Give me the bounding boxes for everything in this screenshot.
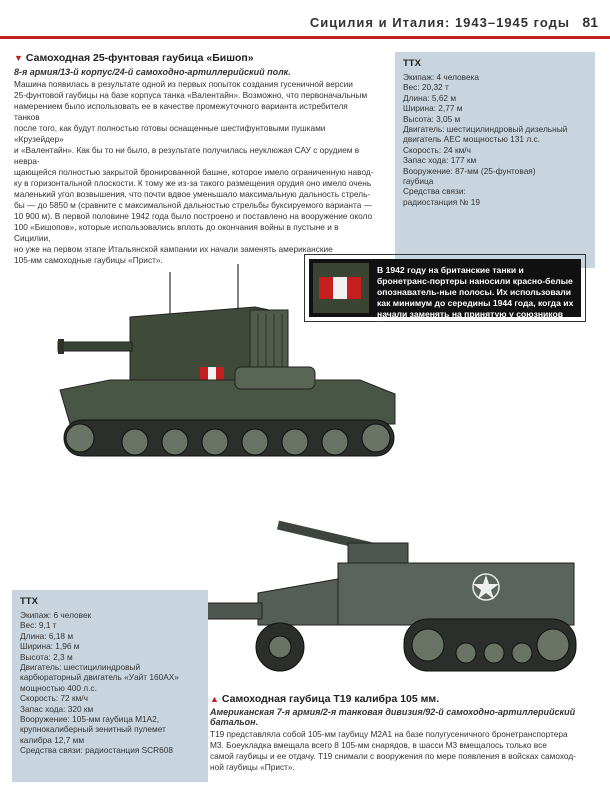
t19-body-line: Т19 представляла собой 105-мм гаубицу М2А1 на базе полугусеничного бронетранспортера xyxy=(210,729,568,739)
bishop-unit: 8-я армия/13-й корпус/24-й самоходно-артиллерийский полк. xyxy=(14,67,291,77)
spec-line: Экипаж: 6 человек xyxy=(20,610,92,620)
bishop-body-line: Машина появилась в результате одной из первых попыток создания гусеничной версии xyxy=(14,79,353,89)
bishop-body-line: ку в горизонтальной плоскости. К тому же из-за такого размещения орудия оно имело очень xyxy=(14,178,372,188)
triangle-down-icon: ▼ xyxy=(14,53,23,63)
spec-line: Запас хода: 177 км xyxy=(403,155,477,166)
spec-line: двигатель АЕС мощностью 131 л.с. xyxy=(403,134,540,145)
bishop-body-line: маленький угол возвышения, что почти вдвое уменьшало максимальную дальность стрель- xyxy=(14,189,371,199)
spec-line: Двигатель: шестицилиндровый дизельный xyxy=(403,124,568,135)
t19-specs-heading: ТТХ xyxy=(20,596,38,607)
spec-line: Высота: 2,3 м xyxy=(20,651,73,662)
bishop-body-line: 25-фунтовой гаубицы на базе корпуса танка «Валентайн». Возможно, что первоначальным xyxy=(14,90,368,100)
bishop-body-line: и «Валентайн». Как бы то ни было, в результате получилась неуклюжая САУ с орудием в невра- xyxy=(14,145,360,166)
spec-line: Экипаж: 4 человека xyxy=(403,72,479,82)
triangle-up-icon: ▲ xyxy=(210,694,219,704)
spec-line: Вооружение: 87-мм (25-фунтовая) xyxy=(403,165,536,176)
spec-line: мощностью 400 л.с. xyxy=(20,682,97,693)
header-rule xyxy=(0,36,610,39)
page-number: 81 xyxy=(582,14,598,30)
t19-vehicle-illustration xyxy=(198,515,580,690)
callout-text: В 1942 году на британские танки и бронетранс-портеры наносили красно-белые опознаватель-ные полосы. Их использовали как минимум до середины 1944 года, когда их начали заменять на принятую у союзников белую звезду. xyxy=(377,265,574,330)
bishop-vehicle-illustration xyxy=(50,262,410,472)
bishop-body-line: щающейся полностью закрытой бронированной башне, которое имело ограниченную навод- xyxy=(14,167,374,177)
spec-line: Запас хода: 320 км xyxy=(20,703,94,714)
spec-line: Вооружение: 105-мм гаубица М1А2, xyxy=(20,714,160,725)
spec-line: Ширина: 2,77 м xyxy=(403,103,463,114)
spec-line: Вес: 9,1 т xyxy=(20,620,57,631)
bishop-body-line: 105-мм самоходные гаубицы «Прист». xyxy=(14,255,163,265)
spec-line: карбюраторный двигатель «Уайт 160АХ» xyxy=(20,672,179,683)
bishop-title: ▼ Самоходная 25-фунтовая гаубица «Бишоп» xyxy=(14,52,254,64)
bishop-specs-heading: ТТХ xyxy=(403,58,421,69)
t19-title: ▲ Самоходная гаубица Т19 калибра 105 мм. xyxy=(210,693,440,705)
spec-line: Скорость: 72 км/ч xyxy=(20,693,88,704)
bishop-body-line: но уже на первом этапе Итальянской кампании их начали заменять американские xyxy=(14,244,333,254)
spec-line: Средства связи: радиостанция SCR608 xyxy=(20,745,173,756)
running-header: Сицилия и Италия: 1943–1945 годы xyxy=(309,15,570,30)
spec-line: гаубица xyxy=(403,176,434,187)
spec-line: крупнокалиберный зенитный пулемет xyxy=(20,724,166,735)
t19-section xyxy=(210,693,590,773)
t19-unit: Американская 7-я армия/2-я танковая дивизия/92-й самоходно-артиллерийский батальон. xyxy=(210,707,576,727)
spec-line: Вес: 20,32 т xyxy=(403,82,449,93)
t19-body-line: ной гаубицы «Прист». xyxy=(210,762,295,772)
bishop-body-line: бы — до 5850 м (сравните с максимальной дальностью стрельбы буксируемого варианта — xyxy=(14,200,372,210)
spec-line: Высота: 3,05 м xyxy=(403,113,461,124)
t19-body-line: самой гаубицы и ее отдачу. Т19 снимали с вооружения по мере появления в войсках самоход- xyxy=(210,751,576,761)
bishop-body-line: 10 900 м). В первой половине 1942 года было построено и поставлено на вооружение около xyxy=(14,211,373,221)
spec-line: Скорость: 24 км/ч xyxy=(403,144,471,155)
t19-specs-box xyxy=(12,590,208,782)
bishop-body xyxy=(14,79,374,266)
spec-line: Длина: 5,62 м xyxy=(403,92,457,103)
bishop-body-line: 100 «Бишопов», которые использовались вплоть до окончания войны в пустыне и в Сицилии, xyxy=(14,222,339,243)
bishop-body-line: после того, как будут полностью готовы оснащенные шестифунтовыми пушками «Крузейдер» xyxy=(14,123,326,144)
bishop-section xyxy=(14,52,374,266)
t19-body-line: М3. Боеукладка вмещала всего 8 105-мм снарядов, в шасси М3 вмещалось только все xyxy=(210,740,547,750)
spec-line: Длина: 6,18 м xyxy=(20,630,74,641)
spec-line: радиостанция № 19 xyxy=(403,196,480,207)
spec-line: калибра 12,7 мм xyxy=(20,734,85,745)
spec-line: Двигатель: шестицилиндровый xyxy=(20,662,141,673)
bishop-specs-box xyxy=(395,52,595,268)
spec-line: Средства связи: xyxy=(403,186,466,197)
bishop-body-line: намерением было использовать ее в качестве промежуточного варианта истребителя танков xyxy=(14,101,348,122)
spec-line: Ширина: 1,96 м xyxy=(20,641,80,652)
